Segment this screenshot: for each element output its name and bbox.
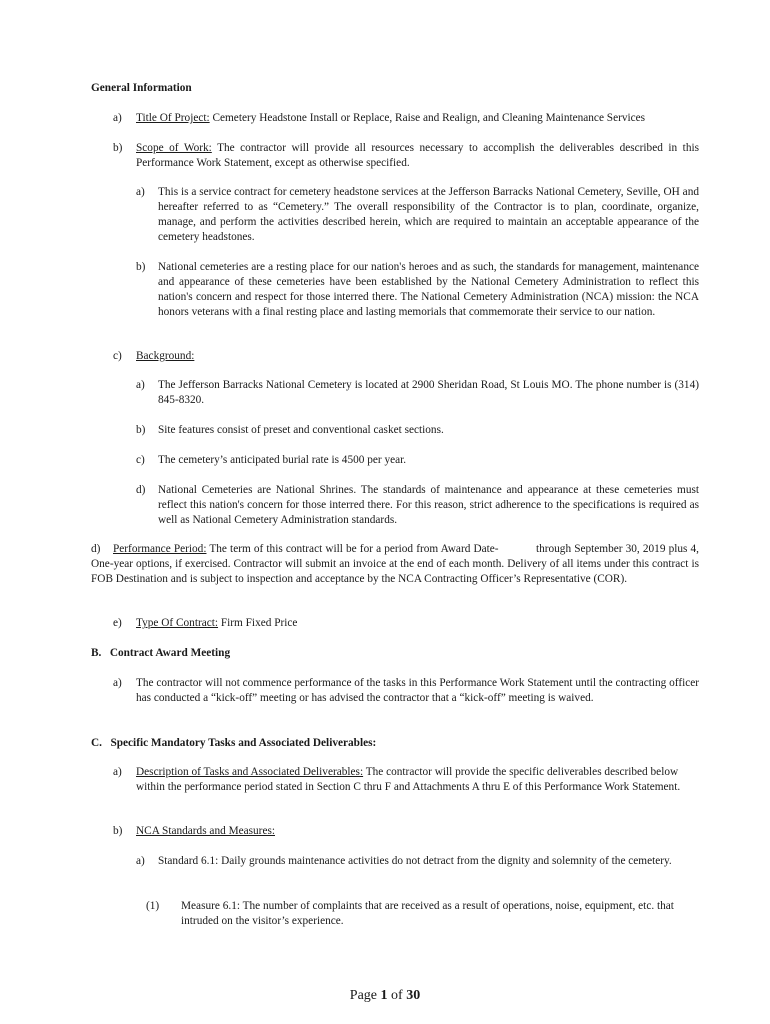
field-text: Firm Fixed Price: [218, 617, 298, 629]
section-c-measure-1: [146, 899, 690, 929]
item-marker: b): [136, 424, 146, 436]
field-label: Description of Tasks and Associated Deliverables:: [136, 766, 364, 778]
general-c-sub-d: [136, 483, 699, 528]
field-label: Title Of Project:: [136, 112, 210, 124]
general-item-e: [113, 616, 297, 631]
item-marker: a): [136, 186, 145, 198]
item-marker: b): [113, 142, 123, 154]
item-marker: d): [91, 543, 101, 555]
page-total: 30: [406, 988, 421, 1003]
item-marker: d): [136, 484, 146, 496]
item-marker: (1): [146, 900, 160, 912]
item-marker: a): [136, 379, 145, 391]
item-marker: c): [136, 454, 145, 466]
section-heading-c: C. Specific Mandatory Tasks and Associated Deliverables:: [91, 737, 377, 749]
field-label: Performance Period:: [113, 543, 207, 555]
general-item-d: [91, 542, 702, 587]
section-c-item-b: [113, 824, 275, 839]
paragraph: Site features consist of preset and conventional casket sections.: [158, 424, 444, 436]
paragraph: Standard 6.1: Daily grounds maintenance activities do not detract from the dignity and solemnity of the cemetery.: [158, 855, 672, 867]
paragraph: The contractor will not commence performance of the tasks in this Performance Work Statement until the contracting officer has conducted a “kick-off” meeting or has advised the contractor that a “kick-off” meeting is waived.: [136, 677, 700, 704]
section-c-b-sub-a: [136, 854, 688, 869]
page-footer: [0, 988, 770, 1003]
paragraph: National Cemeteries are National Shrines. The standards of maintenance and appearance at these cemeteries must reflect this nation's concern for those interred there. For this reason, strict adherence to the specifications is required as well as National Cemetery Administration standards.: [158, 484, 699, 526]
item-marker: b): [136, 261, 146, 273]
field-text: Cemetery Headstone Install or Replace, Raise and Realign, and Cleaning Maintenance Services: [209, 112, 646, 124]
general-b-sub-b: [136, 260, 699, 320]
item-marker: b): [113, 825, 123, 837]
item-marker: a): [136, 855, 145, 867]
section-b-item-a: [113, 676, 699, 706]
paragraph: Measure 6.1: The number of complaints that are received as a result of operations, noise, equipment, etc. that intruded on the visitor’s experience.: [181, 900, 674, 927]
general-c-sub-a: [136, 378, 699, 408]
item-marker: e): [113, 617, 122, 629]
item-marker: a): [113, 112, 122, 124]
field-text: The contractor will provide all resources necessary to accomplish the deliverables described in this Performance Work Statement, except as otherwise specified.: [136, 142, 699, 169]
page-number: 1: [380, 988, 388, 1003]
section-heading-b: B. Contract Award Meeting: [91, 647, 231, 659]
field-label: Type Of Contract:: [136, 617, 219, 629]
field-label: Scope of Work:: [136, 142, 212, 154]
item-marker: a): [113, 677, 122, 689]
field-text: The contractor will provide the specific deliverables described below within the performance period stated in Section C thru F and Attachments A thru E of this Performance Work Statement.: [136, 766, 681, 793]
paragraph: The Jefferson Barracks National Cemetery is located at 2900 Sheridan Road, St Louis MO. The phone number is (314) 845-8320.: [158, 379, 699, 406]
item-marker: a): [113, 766, 122, 778]
paragraph: This is a service contract for cemetery headstone services at the Jefferson Barracks National Cemetery, Seville, OH and hereafter referred to as “Cemetery.” The overall responsibility of the Contractor is to plan, coordinate, organize, manage, and perform the activities described herein, which are required to maintain an acceptable appearance of the cemetery headstones.: [158, 186, 699, 243]
paragraph: The cemetery’s anticipated burial rate is 4500 per year.: [158, 454, 407, 466]
section-c-item-a: [113, 765, 699, 795]
field-label: Background:: [136, 350, 195, 362]
general-item-b: [113, 141, 699, 171]
item-marker: c): [113, 350, 122, 362]
page-of-label: of: [387, 988, 407, 1003]
general-c-sub-b: [136, 423, 699, 438]
general-item-c: [113, 349, 194, 364]
paragraph: National cemeteries are a resting place for our nation's heroes and as such, the standards for management, maintenance and appearance of these cemeteries have been established by the National Cemetery Administration to reflect this nation's concern and respect for those interred there. The National Cemetery Administration (NCA) mission: the NCA honors veterans with a final resting place and lasting memorials that commemorate their service to our nation.: [158, 261, 699, 318]
field-text: The term of this contract will be for a period from Award Date- through September 30, 2019 plus 4, One-year options, if exercised. Contractor will submit an invoice at the end of each month. Delivery of all items under this contract is FOB Destination and is subject to inspection and acceptance by the NCA Contracting Officer’s Representative (COR).: [91, 543, 702, 585]
general-b-sub-a: [136, 185, 699, 245]
field-label: NCA Standards and Measures:: [136, 825, 275, 837]
general-c-sub-c: [136, 453, 699, 468]
general-item-a: [113, 111, 703, 126]
section-heading-general: General Information: [91, 82, 192, 94]
page-label: Page: [349, 988, 381, 1003]
